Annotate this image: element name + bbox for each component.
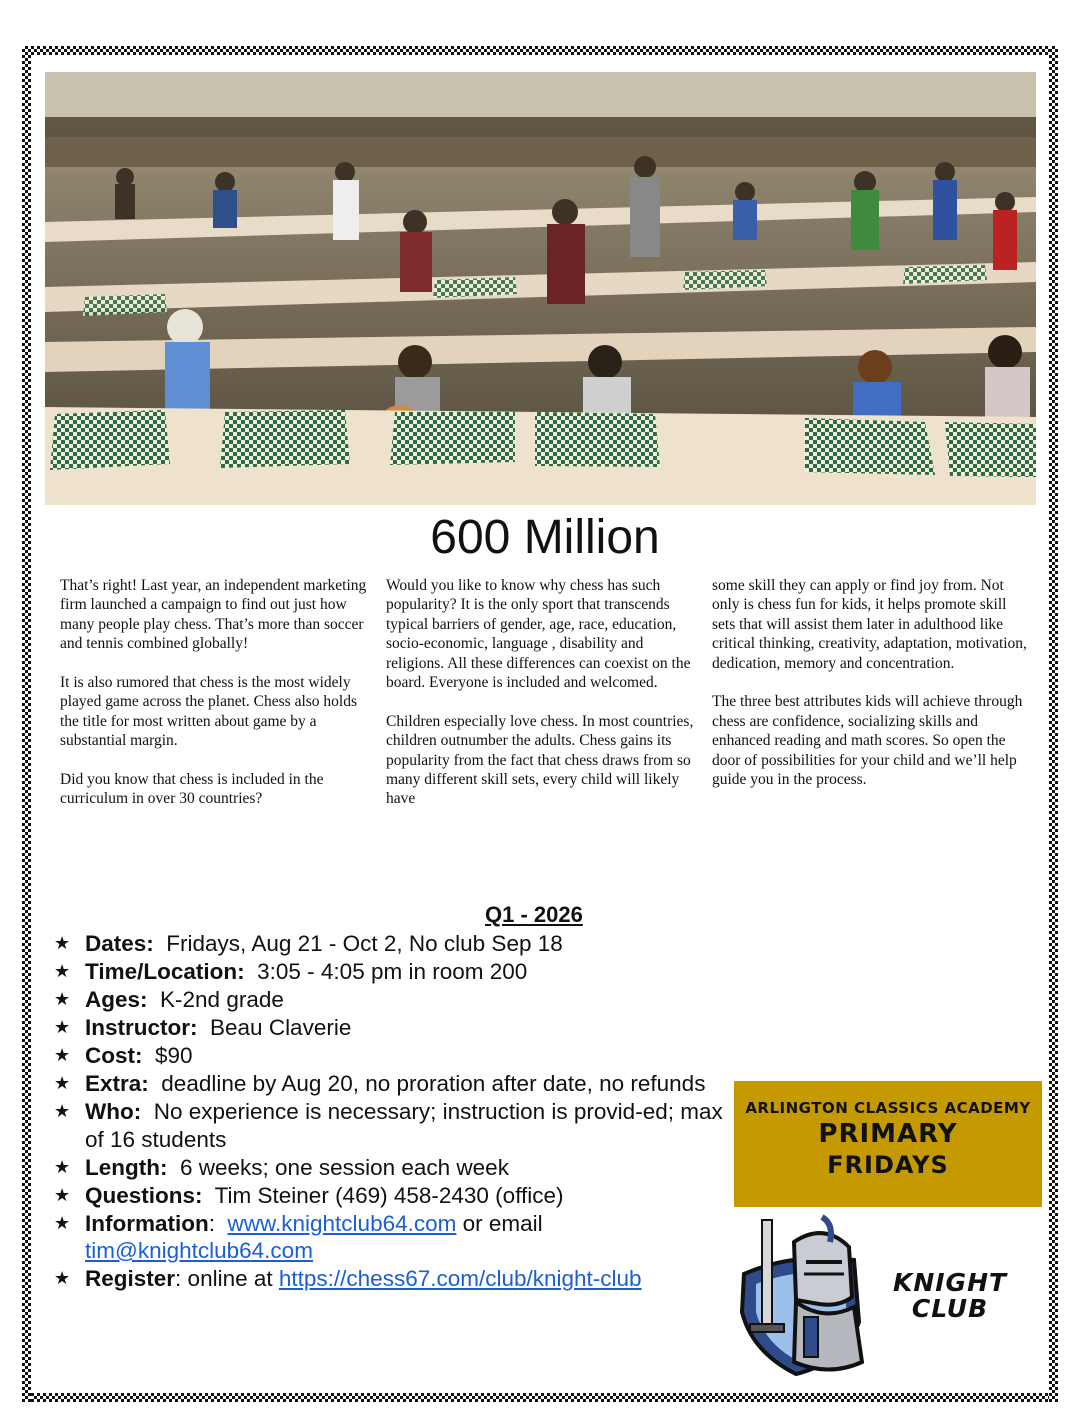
knight-club-logo-text: KNIGHT CLUB xyxy=(892,1268,1008,1323)
star-icon: ★ xyxy=(54,1184,71,1205)
badge-level: PRIMARY xyxy=(818,1119,958,1149)
list-item-cost: ★ Cost: $90 xyxy=(54,1043,193,1068)
list-item-instructor: ★ Instructor: Beau Claverie xyxy=(54,1015,352,1040)
star-icon: ★ xyxy=(54,1268,71,1288)
star-icon: ★ xyxy=(54,1101,71,1121)
border-right xyxy=(1049,46,1058,1402)
chess-tournament-illustration xyxy=(45,72,1036,505)
chess-tournament-photo xyxy=(45,72,1036,505)
border-left xyxy=(22,46,31,1402)
website-link[interactable]: www.knightclub64.com xyxy=(227,1210,457,1236)
article-column-1 xyxy=(60,576,378,828)
star-icon: ★ xyxy=(54,989,71,1009)
paragraph: Children especially love chess. In most countries, children outnumber the adults. Chess gains its popularity from the fact that chess draws from so many different skill sets, every child will likely have xyxy=(386,712,694,808)
paragraph: The three best attributes kids will achieve through chess are confidence, socializing skills and enhanced reading and math scores. So open the door of possibilities for your child and we’ll help guide you in the process. xyxy=(712,693,1023,789)
headline: 600 Million xyxy=(430,511,660,564)
paragraph: Would you like to know why chess has such popularity? It is the only sport that transcends typical barriers of gender, age, race, education, socio-economic, language , disability and religions. All these differences can coexist on the board. Everyone is included and welcomed. xyxy=(386,577,691,692)
star-icon: ★ xyxy=(54,933,71,953)
star-icon: ★ xyxy=(54,961,71,981)
list-item-ages: ★ Ages: K-2nd grade xyxy=(54,987,284,1012)
border-top xyxy=(22,46,1058,55)
paragraph: Did you know that chess is included in the curriculum in over 30 countries? xyxy=(60,771,324,808)
register-link[interactable]: https://chess67.com/club/knight-club xyxy=(278,1266,642,1291)
badge-day: FRIDAYS xyxy=(827,1151,949,1179)
list-item-extra: ★ Extra: deadline by Aug 20, no proration after date, no refunds xyxy=(54,1071,706,1096)
list-item-information: ★ Information: www.knightclub64.com or email tim@knightclub64.com xyxy=(54,1210,543,1263)
school-badge xyxy=(734,1081,1042,1207)
star-icon: ★ xyxy=(54,1212,71,1233)
star-icon: ★ xyxy=(54,1045,71,1065)
list-item-who: ★ Who: No experience is necessary; instruction is provid-ed; max of 16 students xyxy=(54,1099,723,1152)
star-icon: ★ xyxy=(54,1156,71,1177)
paragraph: That’s right! Last year, an independent marketing firm launched a campaign to find out just how many people play chess. That’s more than soccer and tennis combined globally! xyxy=(60,577,367,653)
article-column-3 xyxy=(712,576,1030,809)
list-item-time-location: ★ Time/Location: 3:05 - 4:05 pm in room 200 xyxy=(54,959,528,984)
star-icon: ★ xyxy=(54,1017,71,1037)
star-icon: ★ xyxy=(54,1073,71,1093)
article-column-2 xyxy=(386,576,704,828)
border-bottom xyxy=(22,1393,1058,1402)
list-item-register: ★ Register: online at https://chess67.com/club/knight-club xyxy=(54,1266,642,1291)
program-details-list xyxy=(54,930,734,1293)
email-link[interactable]: tim@knightclub64.com xyxy=(85,1238,313,1263)
paragraph: It is also rumored that chess is the most widely played game across the planet. Chess also holds the title for most written about game by a substantial margin. xyxy=(60,674,358,750)
badge-school-name: ARLINGTON CLASSICS ACADEMY xyxy=(745,1099,1031,1117)
list-item-questions: ★ Questions: Tim Steiner (469) 458-2430 (office) xyxy=(54,1182,564,1208)
paragraph: some skill they can apply or find joy from. Not only is chess fun for kids, it helps promote skill sets that will assist them later in adulthood like critical thinking, creativity, adaptation, motivation, dedication, memory and concentration. xyxy=(712,577,1027,672)
list-item-dates: ★ Dates: Fridays, Aug 21 - Oct 2, No club Sep 18 xyxy=(54,931,563,956)
list-item-length: ★ Length: 6 weeks; one session each week xyxy=(54,1154,509,1180)
quarter-title: Q1 - 2026 xyxy=(485,902,583,927)
